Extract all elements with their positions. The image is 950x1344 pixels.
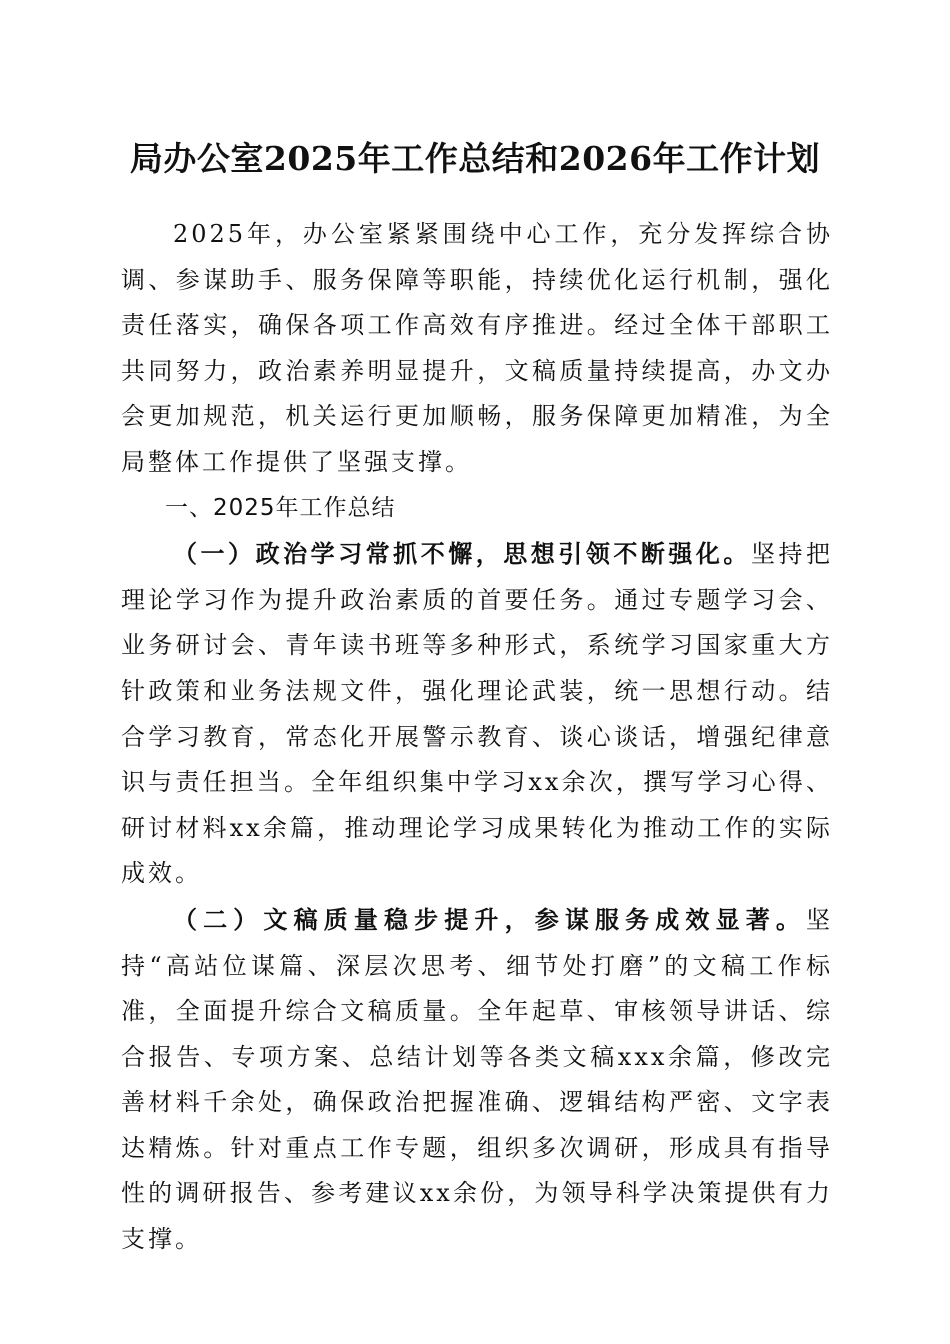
item-2-text: 坚持“高站位谋篇、深层次思考、细节处打磨”的文稿工作标准，全面提升综合文稿质量。全年起草、审核领导讲话、综合报告、专项方案、总结计划等各类文稿xxx余篇，修改完善材料千余处，确保政治把握准确、逻辑结构严密、文字表达精炼。针对重点工作专题，组织多次调研，形成具有指导性的调研报告、参考建议xx余份，为领导科学决策提供有力支撑。: [121, 905, 833, 1254]
document-title: 局办公室2025年工作总结和2026年工作计划: [129, 139, 821, 178]
document-body: [121, 212, 833, 1263]
summary-item-2: [121, 897, 833, 1263]
section-heading: 一、2025年工作总结: [165, 494, 396, 521]
summary-item-1: [121, 531, 833, 897]
item-2-lead: （二）文稿质量稳步提升，参谋服务成效显著。: [173, 904, 806, 934]
item-1-text: 坚持把理论学习作为提升政治素质的首要任务。通过专题学习会、业务研讨会、青年读书班等多种形式，系统学习国家重大方针政策和业务法规文件，强化理论武装，统一思想行动。结合学习教育，常态化开展警示教育、谈心谈话，增强纪律意识与责任担当。全年组织集中学习xx余次，撰写学习心得、研讨材料xx余篇，推动理论学习成果转化为推动工作的实际成效。: [121, 540, 834, 888]
item-1-lead: （一）政治学习常抓不懈，思想引领不断强化。: [173, 539, 751, 569]
intro-paragraph: 2025年，办公室紧紧围绕中心工作，充分发挥综合协调、参谋助手、服务保障等职能，持续优化运行机制，强化责任落实，确保各项工作高效有序推进。经过全体干部职工共同努力，政治素养明显提升，文稿质量持续提高，办文办会更加规范，机关运行更加顺畅，服务保障更加精准，为全局整体工作提供了坚强支撑。: [121, 220, 833, 476]
